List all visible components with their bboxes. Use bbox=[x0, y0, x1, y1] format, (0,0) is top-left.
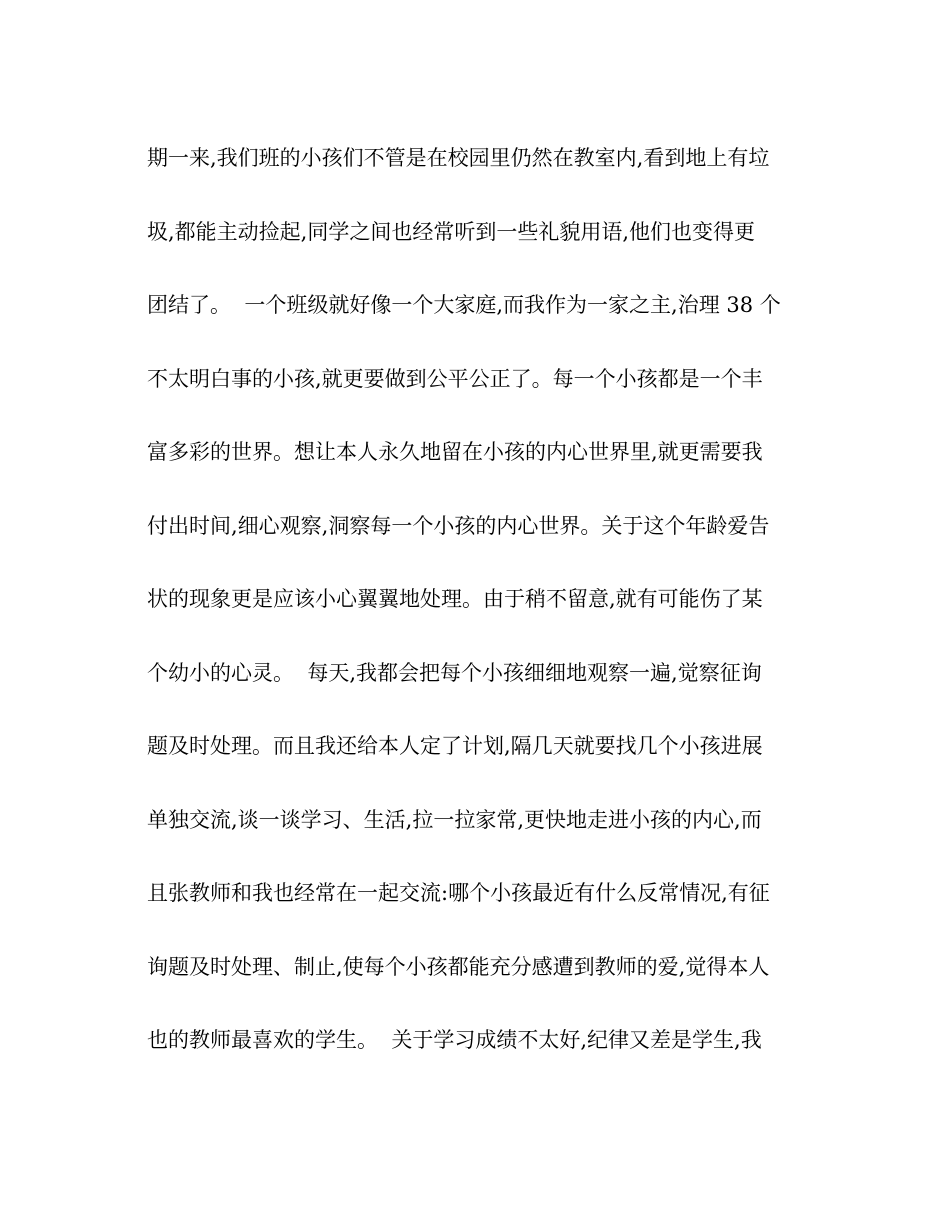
document-text-body bbox=[147, 138, 827, 1094]
text-line-7: 状的现象更是应该小心翼翼地处理。由于稍不留意,就有可能伤了某 bbox=[147, 587, 763, 611]
text-line-9: 题及时处理。而且我还给本人定了计划,隔几天就要找几个小孩进展 bbox=[147, 734, 763, 758]
text-line-12: 询题及时处理、制止,使每个小孩都能充分感遭到教师的爱,觉得本人 bbox=[147, 954, 770, 979]
text-line-2: 圾,都能主动捡起,同学之间也经常听到一些礼貌用语,他们也变得更 bbox=[147, 219, 756, 244]
text-line-11: 且张教师和我也经常在一起交流:哪个小孩最近有什么反常情况,有征 bbox=[147, 881, 770, 905]
text-line-13: 也的教师最喜欢的学生。 关于学习成绩不太好,纪律又差是学生,我 bbox=[147, 1028, 762, 1052]
text-line-8: 个幼小的心灵。 每天,我都会把每个小孩细细地观察一遍,觉察征询 bbox=[147, 660, 762, 685]
text-line-5: 富多彩的世界。想让本人永久地留在小孩的内心世界里,就更需要我 bbox=[147, 440, 763, 464]
text-line-4: 不太明白事的小孩,就更要做到公平公正了。每一个小孩都是一个丰 bbox=[147, 366, 763, 391]
text-line-10: 单独交流,谈一谈学习、生活,拉一拉家常,更快地走进小孩的内心,而 bbox=[147, 807, 762, 832]
text-line-1: 期一来,我们班的小孩们不管是在校园里仍然在教室内,看到地上有垃 bbox=[147, 146, 770, 170]
text-line-6: 付出时间,细心观察,洞察每一个小孩的内心世界。关于这个年龄爱告 bbox=[147, 513, 770, 538]
text-line-3: 团结了。 一个班级就好像一个大家庭,而我作为一家之主,治理 38 个 bbox=[147, 293, 781, 317]
